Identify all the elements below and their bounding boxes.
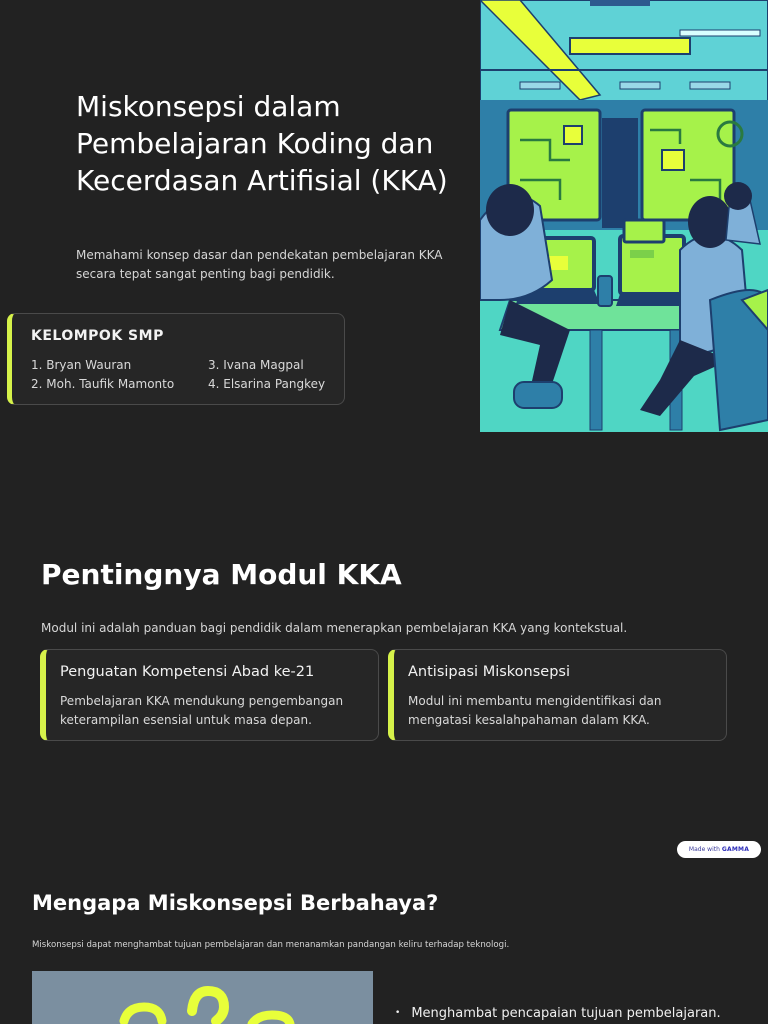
feature-card xyxy=(388,649,727,741)
page-title: Miskonsepsi dalam Pembelajaran Koding dan Kecerdasan Artifisial (KKA) xyxy=(76,90,448,197)
group-title: KELOMPOK SMP xyxy=(31,328,164,344)
question-marks-illustration-icon xyxy=(32,971,373,1024)
section-subtitle: Miskonsepsi dapat menghambat tujuan pembelajaran dan menanamkan pandangan keliru terhadap teknologi. xyxy=(32,940,510,950)
bullet-text: Menghambat pencapaian tujuan pembelajaran. xyxy=(411,1006,721,1021)
group-card xyxy=(7,313,345,405)
bullet-item xyxy=(395,1006,721,1021)
bullet-dot-icon: • xyxy=(395,1008,401,1018)
section-subtitle: Modul ini adalah panduan bagi pendidik dalam menerapkan pembelajaran KKA yang kontekstual. xyxy=(41,621,628,635)
feature-card-text: Pembelajaran KKA mendukung pengembangan keterampilan esensial untuk masa depan. xyxy=(60,694,344,727)
member-item: 4. Elsarina Pangkey xyxy=(208,377,326,391)
member-item: 2. Moh. Taufik Mamonto xyxy=(31,377,175,391)
computer-lab-illustration-icon xyxy=(480,0,768,432)
section-title: Pentingnya Modul KKA xyxy=(41,558,402,591)
badge-prefix: Made with xyxy=(688,846,720,853)
feature-card-title: Penguatan Kompetensi Abad ke-21 xyxy=(60,664,315,680)
hero-subtitle: Memahami konsep dasar dan pendekatan pembelajaran KKA secara tepat sangat penting bagi pendidik. xyxy=(76,248,443,281)
member-item: 3. Ivana Magpal xyxy=(208,358,304,372)
feature-card xyxy=(40,649,379,741)
made-with-gamma-badge[interactable] xyxy=(677,841,761,858)
member-item: 1. Bryan Wauran xyxy=(31,358,132,372)
feature-card-text: Modul ini membantu mengidentifikasi dan mengatasi kesalahpahaman dalam KKA. xyxy=(408,694,662,727)
section-title: Mengapa Miskonsepsi Berbahaya? xyxy=(32,891,439,915)
feature-card-title: Antisipasi Miskonsepsi xyxy=(408,664,570,680)
gamma-logo: GAMMA xyxy=(721,846,750,853)
